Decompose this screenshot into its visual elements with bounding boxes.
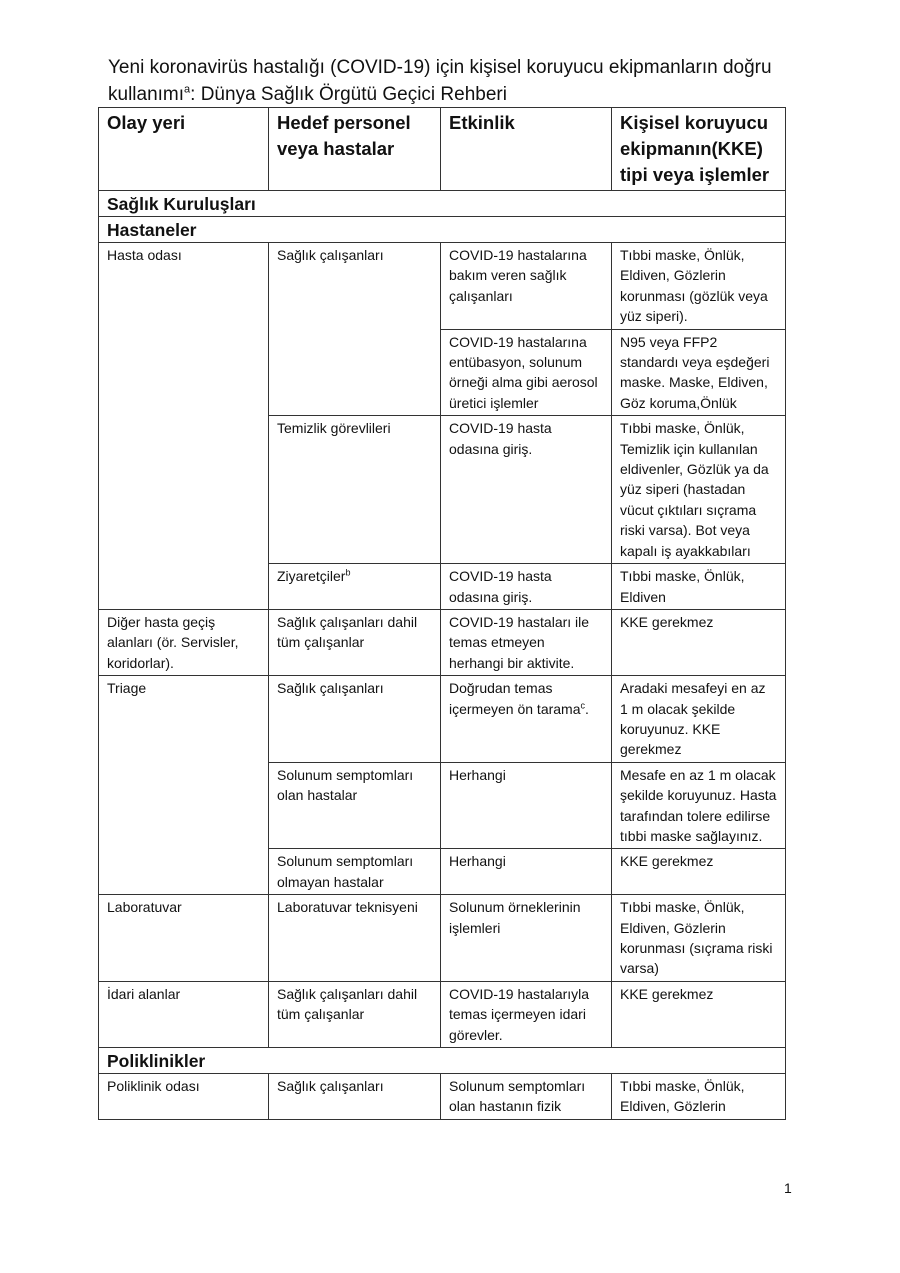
page-number: 1 [784,1180,792,1196]
section-row [99,1048,786,1074]
title-main: Yeni koronavirüs hastalığı (COVID-19) için kişisel koruyucu ekipmanların doğru kullanımı [108,57,772,105]
activity-cell: COVID-19 hastaları ile temas etmeyen herhangi bir aktivite. [441,609,612,675]
ppe-table [98,107,786,1120]
section-row [99,217,786,243]
activity-cell: COVID-19 hasta odasına giriş. [441,416,612,564]
table-row [99,1074,786,1120]
document-title [108,54,808,108]
activity-cell: COVID-19 hastalarıyla temas içermeyen idari görevler. [441,981,612,1047]
table-header-row [99,108,786,191]
header-olay-yeri: Olay yeri [99,108,269,191]
ppe-cell: Mesafe en az 1 m olacak şekilde koruyunuz. Hasta tarafından tolere edilirse tıbbi maske sağlayınız. [612,762,786,849]
place-cell: Triage [99,676,269,895]
ppe-cell: KKE gerekmez [612,849,786,895]
ppe-cell: Tıbbi maske, Önlük, Eldiven, Gözlerin korunması (sıçrama riski varsa) [612,895,786,982]
title-footnote-a: a [184,83,191,96]
staff-cell [269,564,441,610]
table-row [99,243,786,330]
ppe-cell: Tıbbi maske, Önlük, Eldiven [612,564,786,610]
ppe-cell: Tıbbi maske, Önlük, Eldiven, Gözlerin korunması (gözlük veya yüz siperi). [612,243,786,330]
activity-cell [441,676,612,763]
staff-cell: Solunum semptomları olmayan hastalar [269,849,441,895]
place-cell: İdari alanlar [99,981,269,1047]
activity-cell: Herhangi [441,762,612,849]
ppe-cell: KKE gerekmez [612,609,786,675]
table-row [99,895,786,982]
place-cell: Diğer hasta geçiş alanları (ör. Servisler, koridorlar). [99,609,269,675]
staff-cell: Sağlık çalışanları [269,243,441,416]
activity-text: Doğrudan temas içermeyen ön tarama [449,680,581,717]
table-row [99,609,786,675]
place-cell: Hasta odası [99,243,269,610]
activity-cell: COVID-19 hastalarına entübasyon, solunum örneği alma gibi aerosol üretici işlemler [441,329,612,416]
place-cell: Laboratuvar [99,895,269,982]
header-kke-tipi: Kişisel koruyucu ekipmanın(KKE) tipi veya işlemler [612,108,786,191]
table-row [99,676,786,763]
place-cell: Poliklinik odası [99,1074,269,1120]
header-etkinlik: Etkinlik [441,108,612,191]
activity-cell: Solunum semptomları olan hastanın fizik [441,1074,612,1120]
activity-cell: Solunum örneklerinin işlemleri [441,895,612,982]
staff-cell: Solunum semptomları olan hastalar [269,762,441,849]
activity-cell: COVID-19 hastalarına bakım veren sağlık çalışanları [441,243,612,330]
staff-cell: Sağlık çalışanları dahil tüm çalışanlar [269,609,441,675]
section-hastaneler: Hastaneler [99,217,786,243]
table-row [99,981,786,1047]
activity-cell: Herhangi [441,849,612,895]
section-poliklinikler: Poliklinikler [99,1048,786,1074]
ppe-cell: KKE gerekmez [612,981,786,1047]
staff-cell: Sağlık çalışanları [269,1074,441,1120]
staff-cell: Sağlık çalışanları dahil tüm çalışanlar [269,981,441,1047]
staff-cell: Sağlık çalışanları [269,676,441,763]
staff-text: Ziyaretçiler [277,568,346,585]
section-saglik-kuruluslari: Sağlık Kuruluşları [99,191,786,217]
title-rest: : Dünya Sağlık Örgütü Geçici Rehberi [190,84,507,105]
activity-text-end: . [585,700,589,717]
activity-cell: COVID-19 hasta odasına giriş. [441,564,612,610]
header-hedef-personel: Hedef personel veya hastalar [269,108,441,191]
ppe-cell: Tıbbi maske, Önlük, Temizlik için kullanılan eldivenler, Gözlük ya da yüz siperi (hastadan vücut çıktıları sıçrama riski varsa). Bot veya kapalı iş ayakkabıları [612,416,786,564]
ppe-cell: Tıbbi maske, Önlük, Eldiven, Gözlerin [612,1074,786,1120]
staff-cell: Laboratuvar teknisyeni [269,895,441,982]
footnote-c: c [580,699,586,710]
section-row [99,191,786,217]
ppe-cell: N95 veya FFP2 standardı veya eşdeğeri maske. Maske, Eldiven, Göz koruma,Önlük [612,329,786,416]
footnote-b: b [345,567,351,578]
ppe-cell: Aradaki mesafeyi en az 1 m olacak şekilde koruyunuz. KKE gerekmez [612,676,786,763]
staff-cell: Temizlik görevlileri [269,416,441,564]
